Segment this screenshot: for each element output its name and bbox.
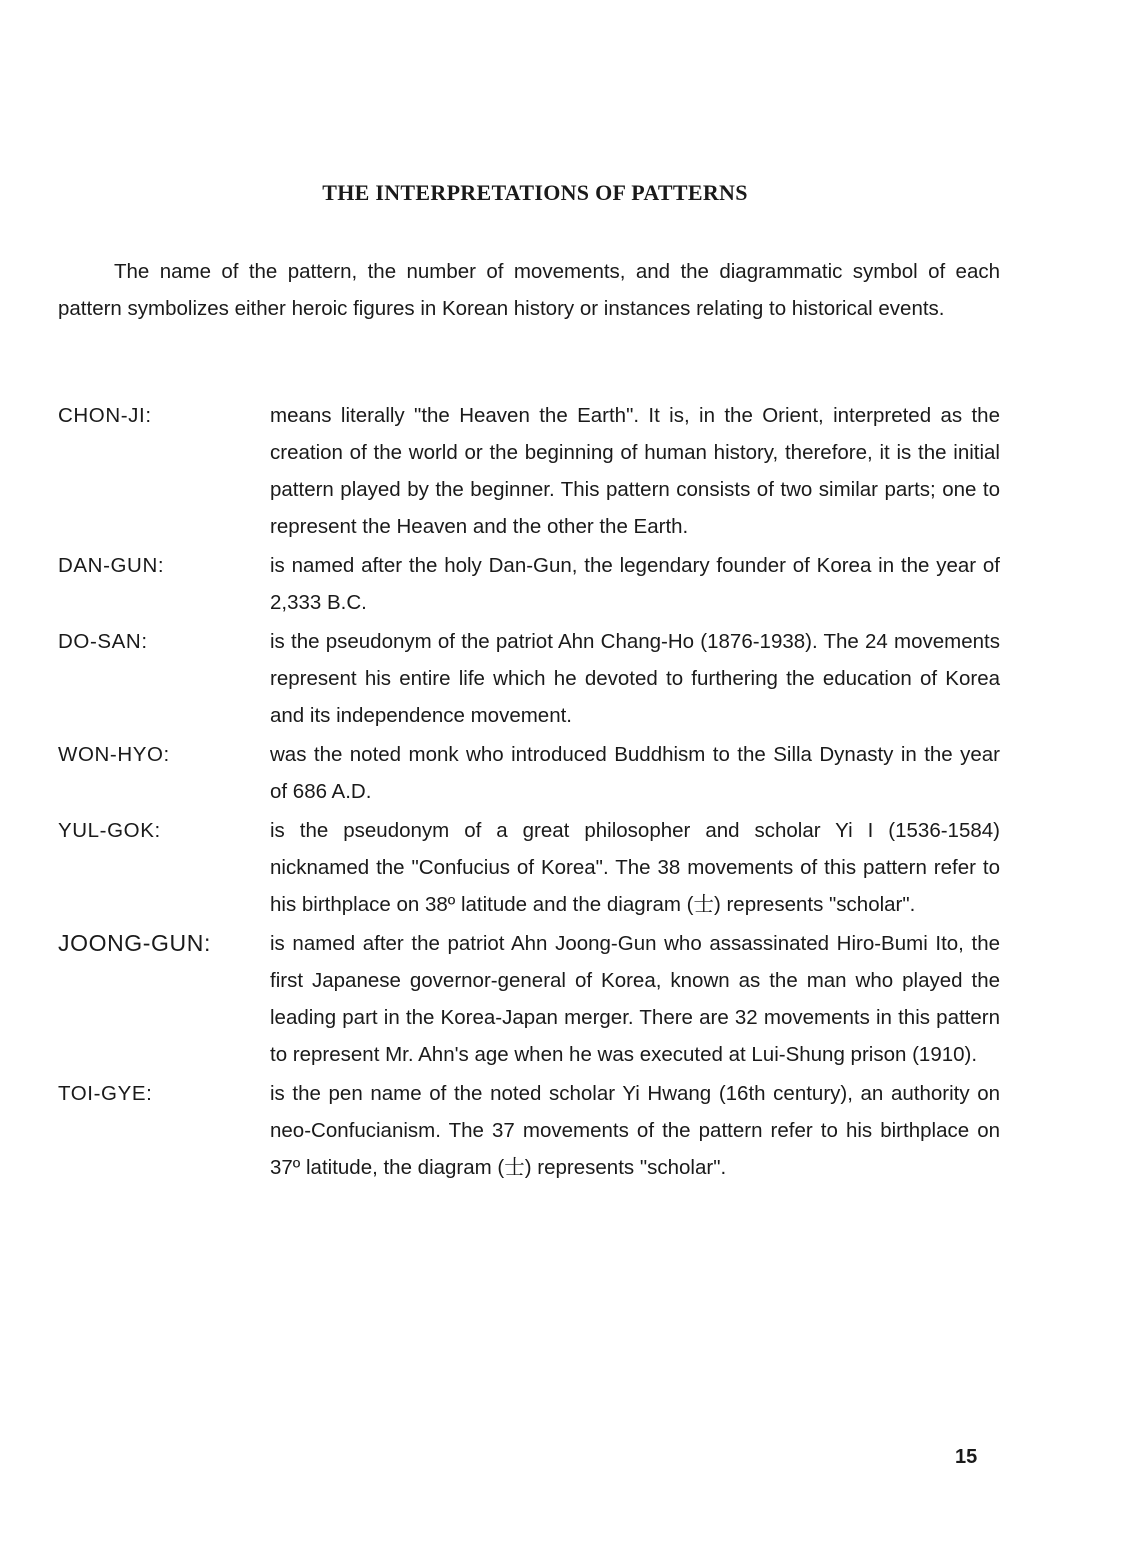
pattern-name: JOONG-GUN: xyxy=(58,930,211,956)
pattern-description: was the noted monk who introduced Buddhism to the Silla Dynasty in the year of 686 A.D. xyxy=(270,743,1000,803)
page-number: 15 xyxy=(955,1446,978,1468)
pattern-description: means literally "the Heaven the Earth". It is, in the Orient, interpreted as the creation of the world or the beginning of human history, therefore, it is the initial pattern played by the beginner. This pattern consists of two similar parts; one to represent the Heaven and the other the Earth. xyxy=(270,404,1000,538)
pattern-name: YUL-GOK: xyxy=(58,819,161,842)
pattern-description: is the pseudonym of a great philosopher and scholar Yi I (1536-1584) nicknamed the "Confucius of Korea". The 38 movements of this pattern refer to his birthplace on 38º latitude and the diagram (士) represents "scholar". xyxy=(270,819,1000,916)
pattern-name: DAN-GUN: xyxy=(58,554,165,577)
pattern-name: WON-HYO: xyxy=(58,743,170,766)
pattern-description: is named after the patriot Ahn Joong-Gun who assassinated Hiro-Bumi Ito, the first Japanese governor-general of Korea, known as the man who played the leading part in the Korea-Japan merger. There are 32 movements in this pattern to represent Mr. Ahn's age when he was executed at Lui-Shung prison (1910). xyxy=(270,932,1000,1066)
pattern-name: CHON-JI: xyxy=(58,404,152,427)
pattern-description: is the pen name of the noted scholar Yi Hwang (16th century), an authority on neo-Confucianism. The 37 movements of the pattern refer to his birthplace on 37º latitude, the diagram (士) represents "scholar". xyxy=(270,1082,1000,1179)
pattern-entry-joong-gun xyxy=(58,925,1000,1073)
pattern-entry-toi-gye xyxy=(58,1075,1000,1186)
pattern-entry-dan-gun xyxy=(58,547,1000,621)
pattern-entry-do-san xyxy=(58,623,1000,734)
pattern-entry-won-hyo xyxy=(58,736,1000,810)
page-title: THE INTERPRETATIONS OF PATTERNS xyxy=(322,180,748,205)
pattern-name: DO-SAN: xyxy=(58,630,148,653)
pattern-description: is the pseudonym of the patriot Ahn Chang-Ho (1876-1938). The 24 movements represent his entire life which he devoted to furthering the education of Korea and its independence movement. xyxy=(270,630,1000,727)
pattern-list xyxy=(58,397,1000,1188)
pattern-description: is named after the holy Dan-Gun, the legendary founder of Korea in the year of 2,333 B.C. xyxy=(270,554,1000,614)
pattern-name: TOI-GYE: xyxy=(58,1082,153,1105)
intro-paragraph: The name of the pattern, the number of movements, and the diagrammatic symbol of each pattern symbolizes either heroic figures in Korean history or instances relating to historical events. xyxy=(58,260,1000,320)
pattern-entry-chon-ji xyxy=(58,397,1000,545)
pattern-entry-yul-gok xyxy=(58,812,1000,923)
